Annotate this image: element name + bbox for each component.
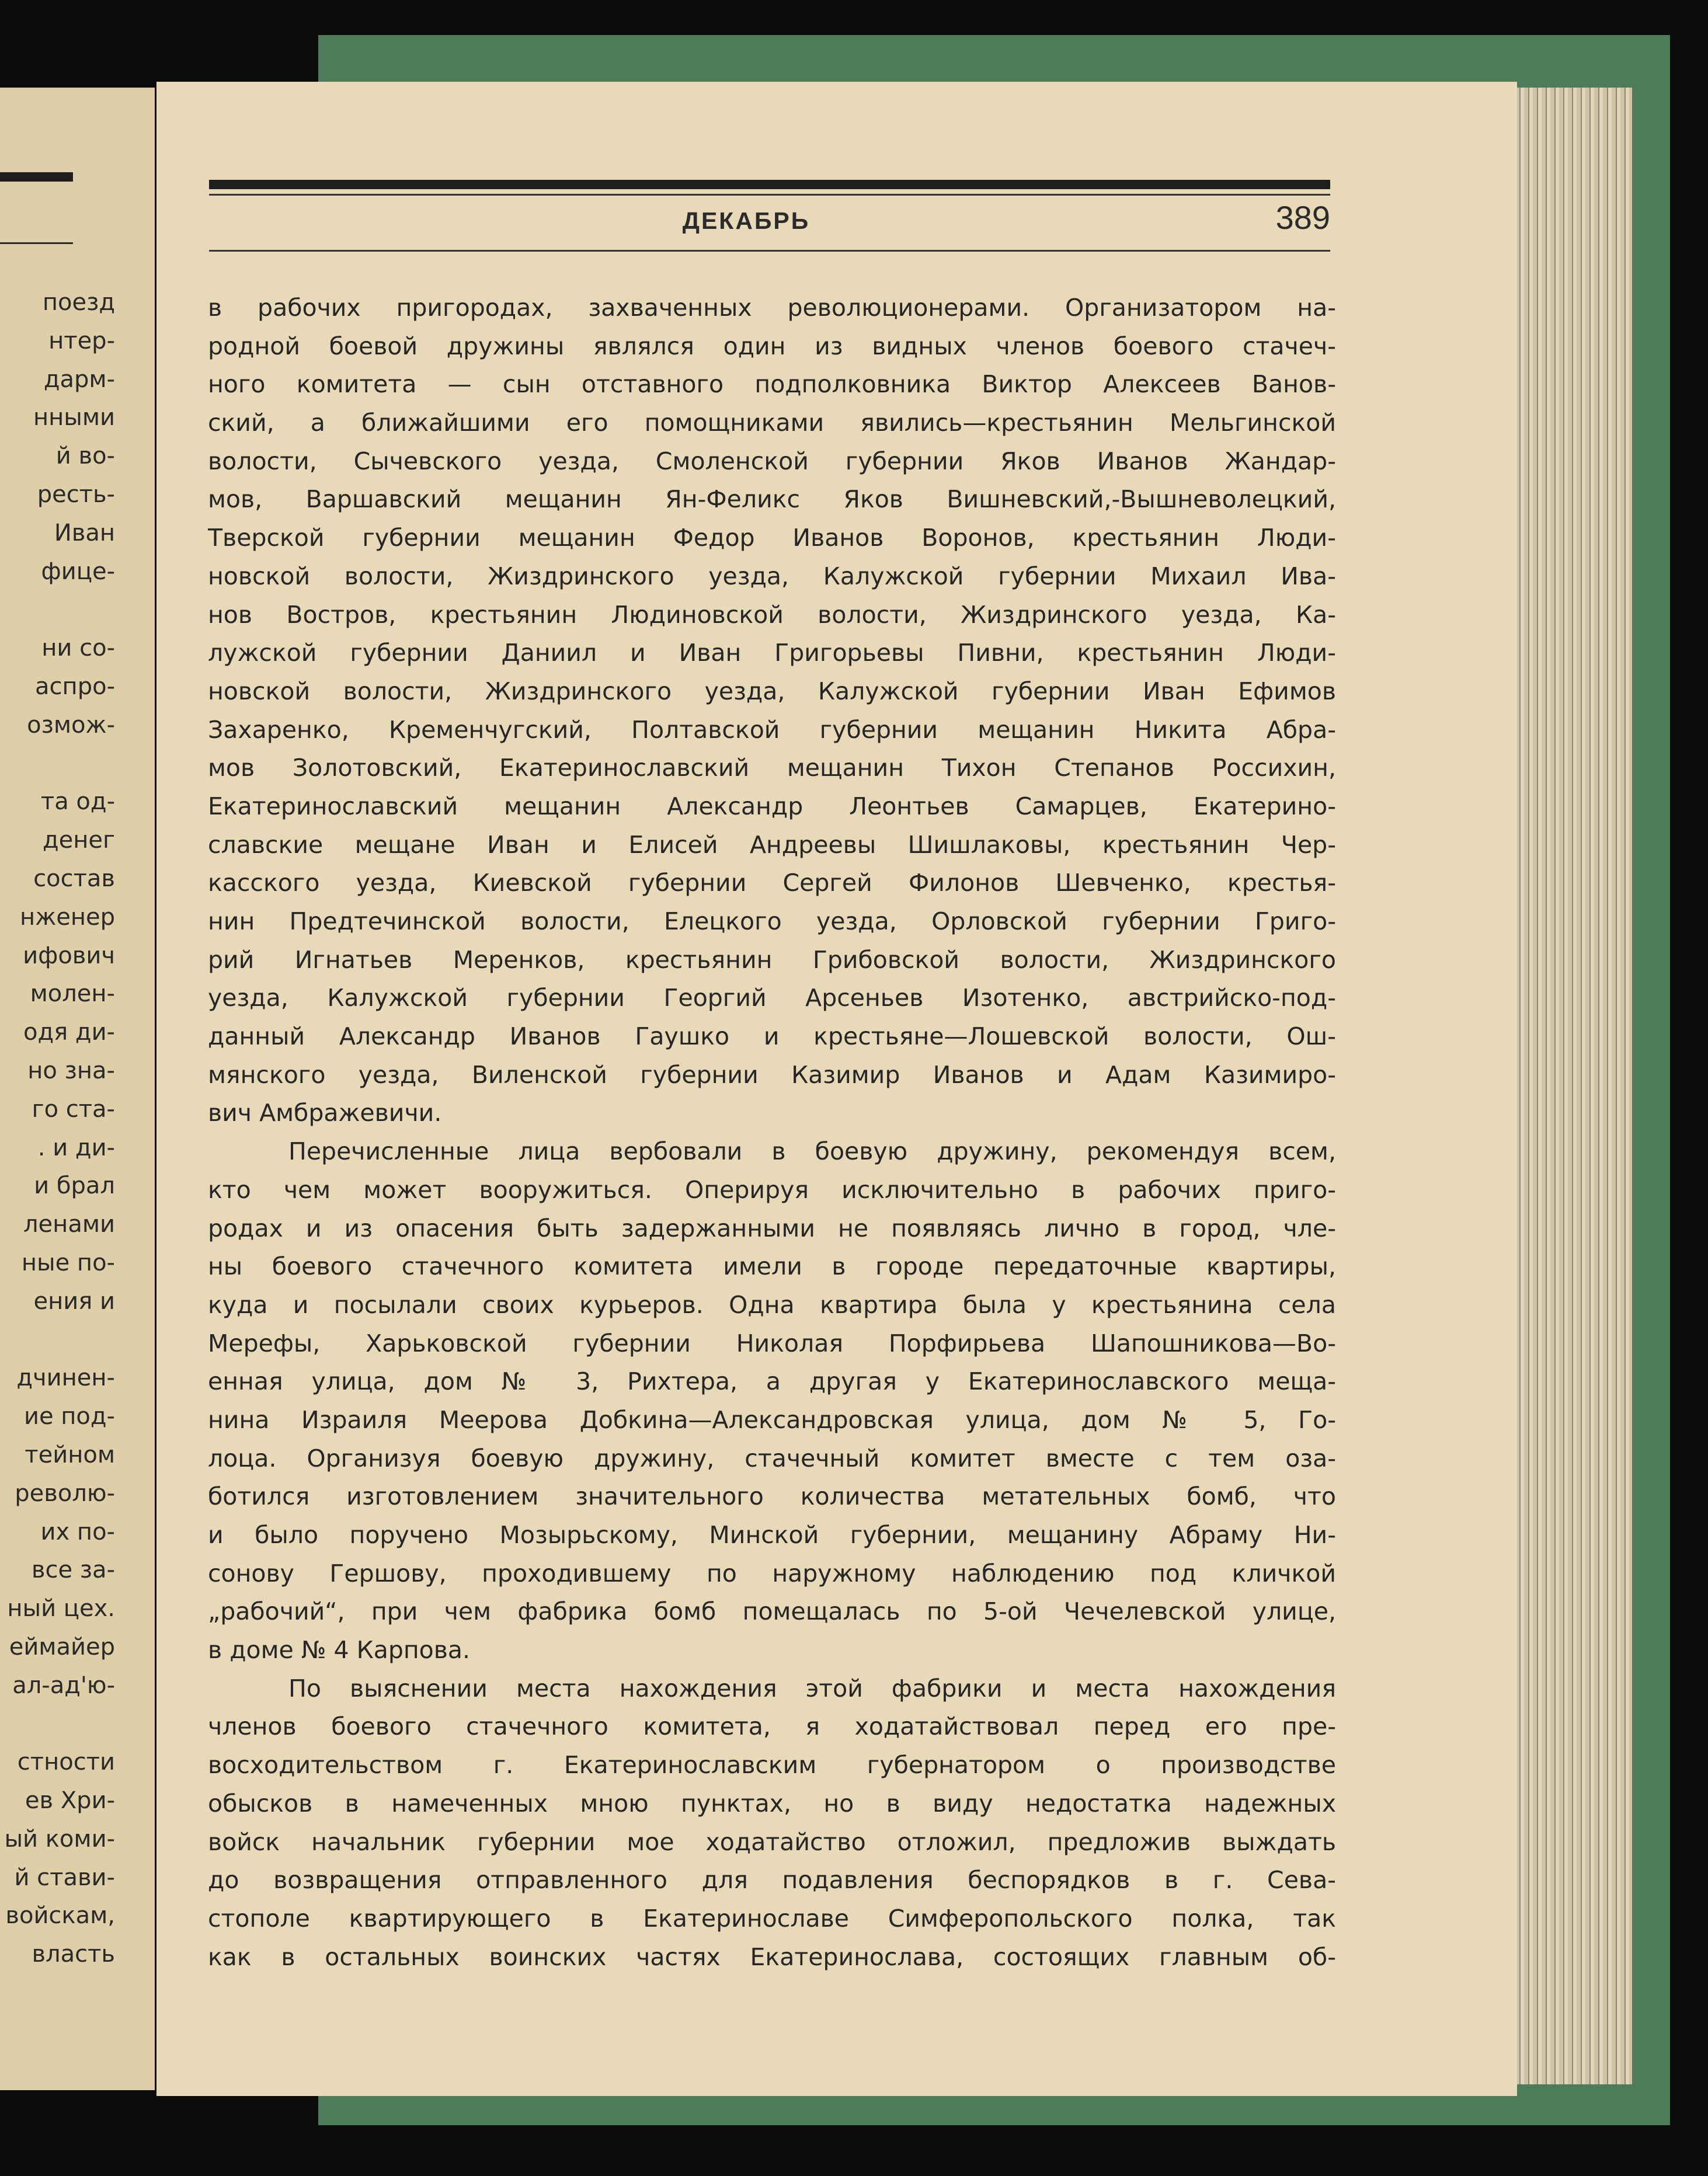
header-rule-thin: [209, 194, 1330, 196]
left-text-fragment: поезд: [42, 289, 115, 316]
left-page-header-rule: [0, 172, 73, 182]
left-text-fragment: [4, 1705, 115, 1743]
text-line: мов, Варшавский мещанин Ян-Феликс Яков Вишневский,-Вышневолецкий,: [208, 485, 1336, 514]
text-line: ного комитета — сын отставного подполковника Виктор Алексеев Ванов-: [208, 370, 1336, 399]
left-text-fragment: молен-: [30, 980, 115, 1008]
left-text-fragment: ения и: [33, 1287, 115, 1315]
text-line: нина Израиля Меерова Добкина—Александровская улица, дом № 5, Го-: [208, 1405, 1336, 1434]
left-text-fragment: озмож-: [27, 711, 115, 739]
text-line: славские мещане Иван и Елисей Андреевы Шишлаковы, крестьянин Чер-: [208, 830, 1336, 859]
left-text-fragment: ресть-: [37, 481, 115, 508]
left-text-fragment: ие под-: [23, 1403, 115, 1430]
left-text-fragment: нными: [33, 404, 115, 431]
text-line: новской волости, Жиздринского уезда, Калужской губернии Иван Ефимов: [208, 677, 1336, 705]
text-line: войск начальник губернии мое ходатайство отложил, предложив выждать: [208, 1827, 1336, 1856]
text-line: Мерефы, Харьковской губернии Николая Порфирьева Шапошникова—Во-: [208, 1329, 1336, 1357]
text-line: в рабочих пригородах, захваченных революционерами. Организатором на-: [208, 294, 1336, 322]
text-line: рий Игнатьев Меренков, крестьянин Грибовской волости, Жиздринского: [208, 945, 1336, 974]
body-text: [208, 289, 1336, 1976]
text-line: „рабочий“, при чем фабрика бомб помещалась по 5-ой Чечелевской улице,: [208, 1597, 1336, 1626]
running-head: ДЕКАБРЬ: [682, 207, 810, 234]
header-rule-thick: [209, 180, 1330, 189]
text-line: ны боевого стачечного комитета имели в городе передаточные квартиры,: [208, 1252, 1336, 1281]
left-text-fragment: власть: [32, 1941, 115, 1968]
left-page-header-thin-rule: [0, 242, 73, 244]
text-line: в доме № 4 Карпова.: [208, 1636, 471, 1665]
left-text-fragment: ный цех.: [7, 1595, 115, 1623]
text-line: новской волости, Жиздринского уезда, Калужской губернии Михаил Ива-: [208, 562, 1336, 590]
left-text-fragment: ленами: [23, 1211, 115, 1238]
text-line: вич Амбражевичи.: [208, 1099, 442, 1127]
left-text-fragment: тейном: [25, 1441, 115, 1468]
text-line: как в остальных воинских частях Екатеринослава, состоящих главным об-: [208, 1942, 1336, 1971]
right-page: [156, 82, 1517, 2096]
left-text-fragment: ни со-: [41, 635, 115, 662]
text-line: енная улица, дом № 3, Рихтера, а другая у Екатеринославского меща-: [208, 1367, 1336, 1396]
left-text-fragment: но зна-: [27, 1057, 115, 1084]
left-text-fragment: стности: [17, 1749, 115, 1776]
text-line: Екатеринославский мещанин Александр Леонтьев Самарцев, Екатерино-: [208, 792, 1336, 820]
text-line: По выяснении места нахождения этой фабрики и места нахождения: [288, 1674, 1336, 1702]
text-line: родах и из опасения быть задержанными не появляясь лично в город, чле-: [208, 1214, 1336, 1242]
text-line: лоца. Организуя боевую дружину, стачечный комитет вместе с тем оза-: [208, 1444, 1336, 1472]
left-text-fragment: Иван: [54, 519, 115, 546]
text-line: касского уезда, Киевской губернии Сергей Филонов Шевченко, крестья-: [208, 869, 1336, 897]
left-text-fragment: фице-: [41, 558, 115, 585]
page-number: 389: [1275, 199, 1330, 236]
left-text-fragment: ев Хри-: [25, 1787, 115, 1815]
left-text-fragment: состав: [33, 865, 115, 892]
left-text-fragment: войскам,: [5, 1902, 115, 1930]
text-line: Тверской губернии мещанин Федор Иванов Воронов, крестьянин Люди-: [208, 524, 1336, 552]
page-edges: [1507, 88, 1632, 2084]
text-line: сонову Гершову, проходившему по наружному наблюдению под кличкой: [208, 1559, 1336, 1587]
text-line: восходительством г. Екатеринославским губернатором о производстве: [208, 1751, 1336, 1780]
text-line: мов Золотовский, Екатеринославский мещанин Тихон Степанов Россихин,: [208, 754, 1336, 782]
text-line: ский, а ближайшими его помощниками явились—крестьянин Мельгинской: [208, 409, 1336, 437]
text-line: нин Предтечинской волости, Елецкого уезда, Орловской губернии Григо-: [208, 907, 1336, 935]
left-text-fragment: ал-ад'ю-: [12, 1672, 115, 1699]
text-line: ботился изготовлением значительного количества метательных бомб, что: [208, 1482, 1336, 1511]
text-line: лужской губернии Даниил и Иван Григорьевы Пивни, крестьянин Люди-: [208, 639, 1336, 667]
text-line: волости, Сычевского уезда, Смоленской губернии Яков Иванов Жандар-: [208, 447, 1336, 475]
left-text-fragment: ый коми-: [4, 1825, 115, 1853]
left-text-fragment: й стави-: [14, 1864, 115, 1891]
text-line: куда и посылали своих курьеров. Одна квартира была у крестьянина села: [208, 1290, 1336, 1319]
header-rule-bottom: [209, 250, 1330, 252]
left-text-fragment: [4, 591, 115, 629]
left-text-fragment: нженер: [20, 903, 115, 931]
left-text-fragment: [4, 745, 115, 784]
text-line: и было поручено Мозырьскому, Минской губернии, мещанину Абраму Ни-: [208, 1521, 1336, 1549]
text-line: мянского уезда, Виленской губернии Казимир Иванов и Адам Казимиро-: [208, 1060, 1336, 1089]
left-text-fragment: дчинен-: [16, 1364, 115, 1392]
text-line: нов Востров, крестьянин Людиновской волости, Жиздринского уезда, Ка-: [208, 600, 1336, 629]
text-line: кто чем может вооружиться. Оперируя исключительно в рабочих приго-: [208, 1175, 1336, 1204]
left-text-fragment: все за-: [31, 1557, 115, 1584]
left-page-text-fragments: [4, 284, 115, 1974]
text-line: стополе квартирующего в Екатеринославе Симферопольского полка, так: [208, 1904, 1336, 1933]
text-line: родной боевой дружины являлся один из видных членов боевого стачеч-: [208, 332, 1336, 360]
left-text-fragment: го ста-: [32, 1095, 115, 1123]
left-text-fragment: ифович: [23, 942, 115, 969]
left-text-fragment: и брал: [34, 1172, 115, 1200]
left-text-fragment: их по-: [40, 1518, 115, 1545]
text-line: данный Александр Иванов Гаушко и крестьяне—Лошевской волости, Ош-: [208, 1022, 1336, 1051]
left-text-fragment: револю-: [15, 1479, 115, 1507]
left-text-fragment: нтер-: [48, 327, 115, 354]
left-text-fragment: . и ди-: [37, 1134, 115, 1161]
text-line: Перечисленные лица вербовали в боевую дружину, рекомендуя всем,: [288, 1137, 1336, 1166]
left-text-fragment: одя ди-: [23, 1019, 115, 1046]
left-page: [0, 88, 155, 2090]
left-text-fragment: еймайер: [9, 1633, 115, 1660]
left-text-fragment: й во-: [55, 443, 115, 470]
text-line: обысков в намеченных мною пунктах, но в виду недостатка надежных: [208, 1789, 1336, 1818]
left-text-fragment: дарм-: [43, 365, 115, 393]
left-text-fragment: та од-: [40, 788, 115, 816]
text-line: до возвращения отправленного для подавления беспорядков в г. Сева-: [208, 1866, 1336, 1895]
text-line: Захаренко, Кременчугский, Полтавской губернии мещанин Никита Абра-: [208, 715, 1336, 744]
left-text-fragment: ные по-: [21, 1249, 115, 1276]
left-text-fragment: аспро-: [35, 673, 115, 700]
text-line: членов боевого стачечного комитета, я ходатайствовал перед его пре-: [208, 1712, 1336, 1741]
left-text-fragment: [4, 1321, 115, 1360]
left-text-fragment: денег: [42, 827, 115, 854]
text-line: уезда, Калужской губернии Георгий Арсеньев Изотенко, австрийско-под-: [208, 984, 1336, 1012]
